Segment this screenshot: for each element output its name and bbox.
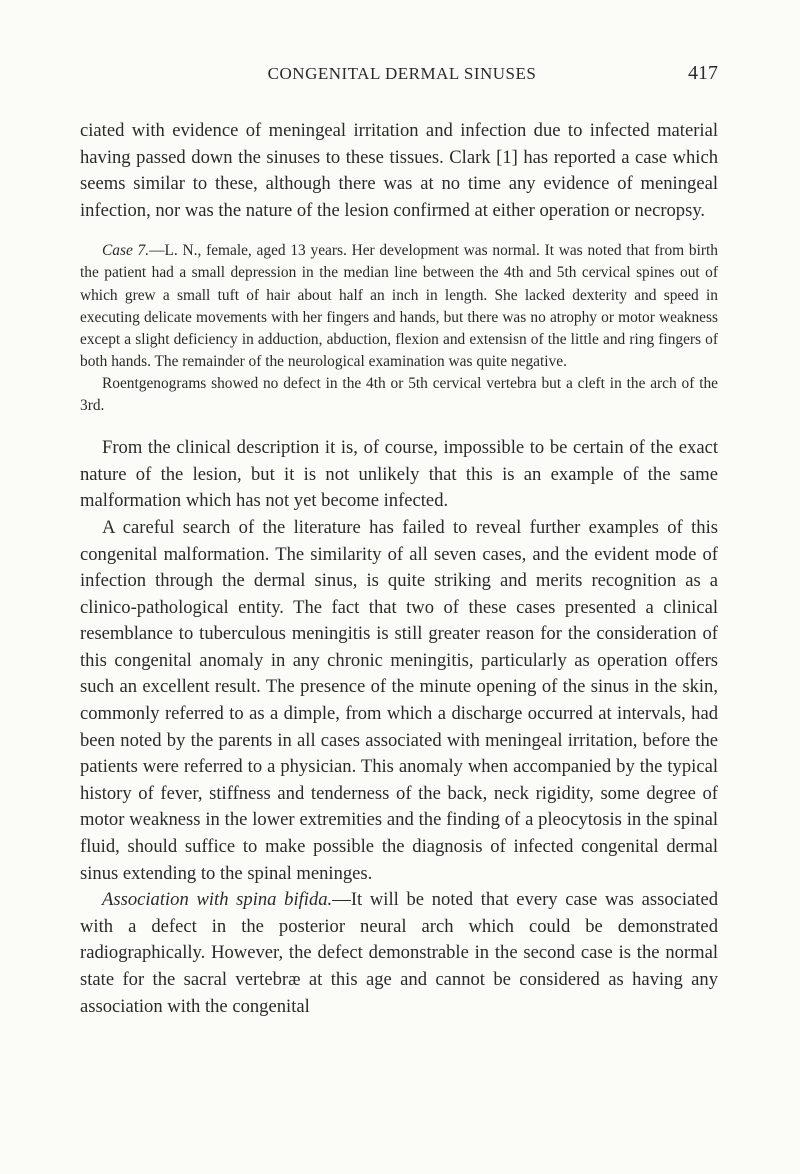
spina-bifida-heading: Association with spina bifida. (102, 889, 333, 911)
running-head (80, 62, 718, 96)
running-title: CONGENITAL DERMAL SINUSES (267, 64, 537, 83)
case-7-block (80, 240, 718, 417)
case-7-roentgen: Roentgenograms showed no defect in the 4th or 5th cervical vertebra but a cleft in the arch of the 3rd. (80, 374, 718, 415)
case-7-paragraph (80, 240, 718, 373)
paragraph-continuation: ciated with evidence of meningeal irritation and infection due to infected material having passed down the sinuses to these tissues. Clark [1] has reported a case which seems similar to these, although there was at no time any evidence of meningeal infection, nor was the nature of the lesion confirmed at either operation or necropsy. (80, 120, 718, 221)
case-7-text: —L. N., female, aged 13 years. Her development was normal. It was noted that from birth the patient had a small depression in the median line between the 4th and 5th cervical spines out of which grew a small tuft of hair about half an inch in length. She lacked dexterity and speed in executing delicate movements with her fingers and hands, but there was no atrophy or motor weakness except a slight deficiency in adduction, abduction, flexion and extensisn of the little and ring fingers of both hands. The remainder of the neurological examination was quite negative. (80, 242, 718, 370)
paragraph-spina-bifida (80, 887, 718, 1020)
case-7-label: Case 7. (102, 242, 150, 260)
spina-bifida-text: —It will be noted that every case was associated with a defect in the posterior neural arch which could be demonstrated radiographically. However, the defect demonstrable in the second case is the normal state for the sacral vertebræ at this age and cannot be considered as having any association with the congenital (80, 889, 718, 1017)
paragraph-clinical-description: From the clinical description it is, of course, impossible to be certain of the exact nature of the lesion, but it is not unlikely that this is an example of the same malformation which has not yet become infected. (80, 437, 718, 512)
paragraph-literature-search: A careful search of the literature has failed to reveal further examples of this congenital malformation. The similarity of all seven cases, and the evident mode of infection through the dermal sinus, is quite striking and merits recognition as a clinico-pathological entity. The fact that two of these cases presented a clinical resemblance to tuberculous meningitis is still greater reason for the consideration of this congenital anomaly in any chronic meningitis, particularly as operation offers such an excellent result. The presence of the minute opening of the sinus in the skin, commonly referred to as a dimple, from which a discharge occurred at intervals, had been noted by the parents in all cases associated with meningeal irritation, before the patients were referred to a physician. This anomaly when accompanied by the typical history of fever, stiffness and tenderness of the back, neck rigidity, some degree of motor weakness in the lower extremities and the finding of a pleocytosis in the spinal fluid, should suffice to make possible the diagnosis of infected congenital dermal sinus extending to the spinal meninges. (80, 516, 718, 884)
page-number: 417 (688, 62, 718, 84)
